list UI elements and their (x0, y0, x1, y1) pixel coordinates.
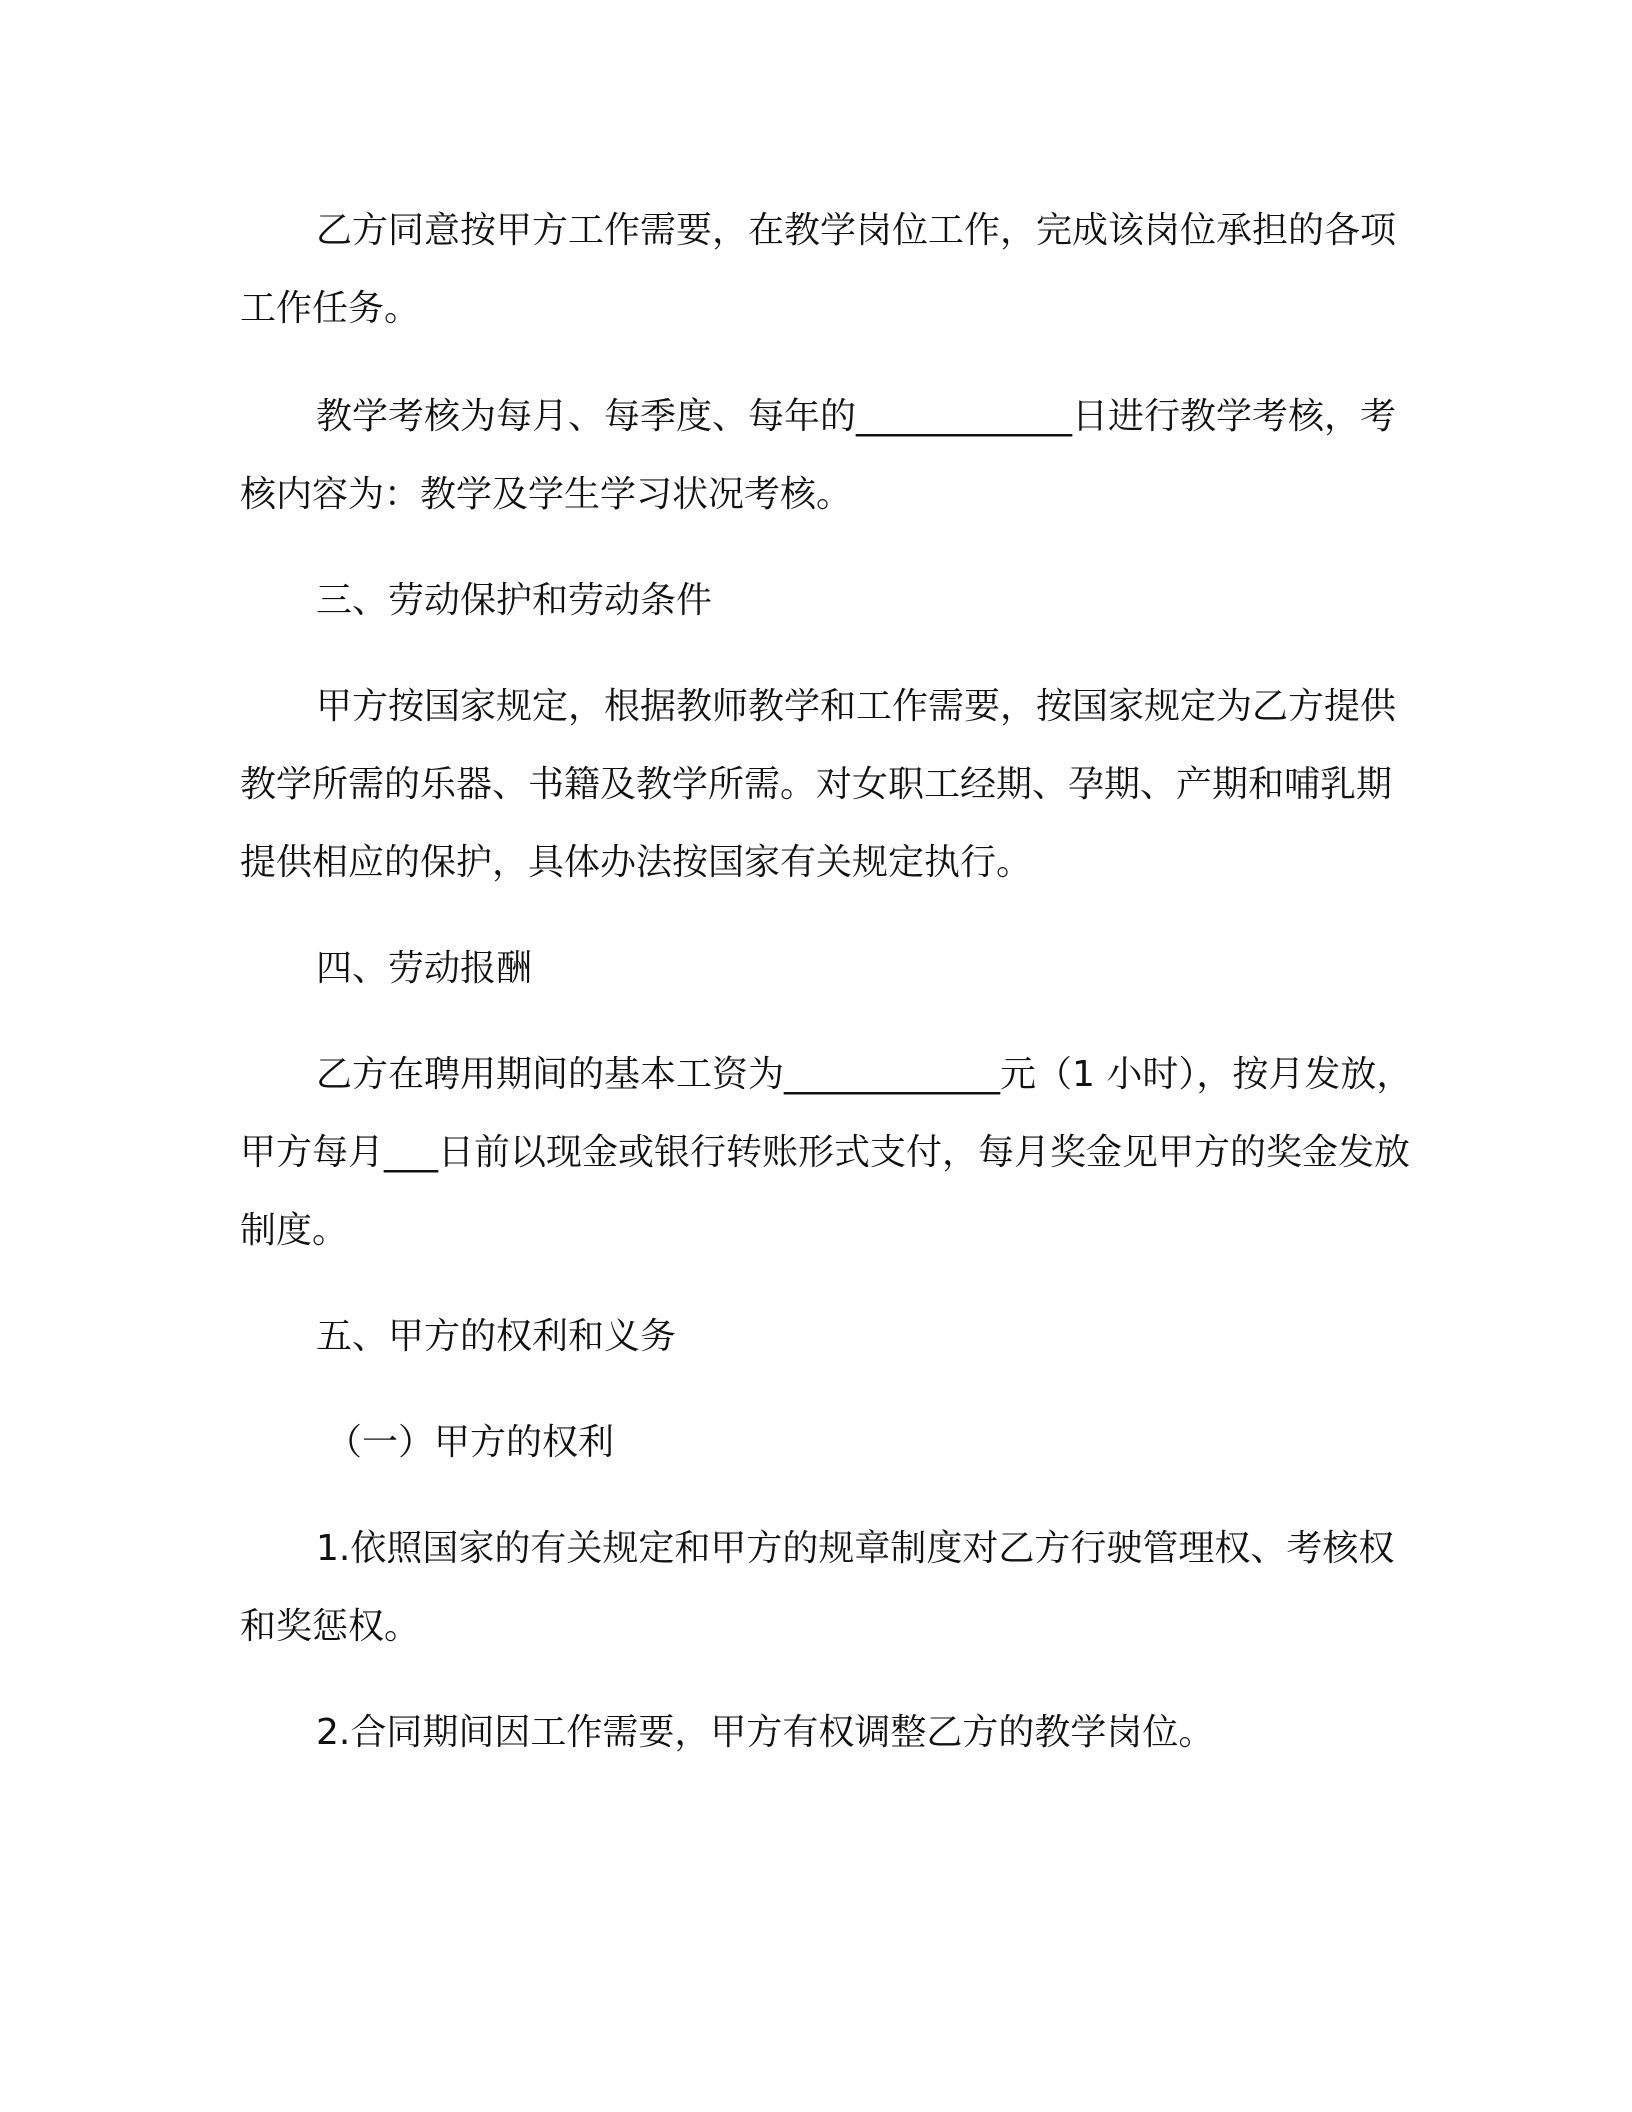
pay-day-blank: ___ (384, 1132, 439, 1173)
section-heading-labor-protection-text: 三、劳动保护和劳动条件 (316, 580, 713, 621)
assessment-text-before: 教学考核为每月、每季度、每年的 (316, 396, 857, 437)
remuneration-text-a: 乙方在聘用期间的基本工资为 (316, 1054, 785, 1095)
section-heading-party-a-rights-duties-text: 五、甲方的权利和义务 (316, 1316, 677, 1357)
subheading-party-a-rights (240, 1404, 1420, 1482)
paragraph-labor-protection-text: 甲方按国家规定，根据教师教学和工作需要，按国家规定为乙方提供教学所需的乐器、书籍及教学所需。对女职工经期、孕期、产期和哺乳期提供相应的保护，具体办法按国家有关规定执行。 (240, 686, 1397, 883)
remuneration-text-b: 元（1 小时），按月发放，甲方每月 (240, 1054, 1413, 1173)
list-item-adjust-position-text: 2.合同期间因工作需要，甲方有权调整乙方的教学岗位。 (316, 1712, 1215, 1753)
salary-blank: ____________ (784, 1054, 1001, 1095)
assessment-date-blank: ____________ (856, 396, 1073, 437)
assessment-text-after: 日进行教学考核，考核内容为：教学及学生学习状况考核。 (240, 396, 1397, 515)
document-body (240, 192, 1420, 1772)
paragraph-remuneration (240, 1036, 1420, 1270)
paragraph-work-duty-text: 乙方同意按甲方工作需要，在教学岗位工作，完成该岗位承担的各项工作任务。 (240, 210, 1397, 329)
list-item-adjust-position (240, 1694, 1420, 1772)
section-heading-party-a-rights-duties (240, 1298, 1420, 1376)
list-item-management-rights-text: 1.依照国家的有关规定和甲方的规章制度对乙方行驶管理权、考核权和奖惩权。 (240, 1528, 1395, 1647)
paragraph-work-duty (240, 192, 1420, 348)
subheading-party-a-rights-text: （一）甲方的权利 (326, 1422, 615, 1463)
list-item-management-rights (240, 1510, 1420, 1666)
section-heading-remuneration-text: 四、劳动报酬 (316, 948, 533, 989)
section-heading-labor-protection (240, 562, 1420, 640)
paragraph-labor-protection (240, 668, 1420, 902)
section-heading-remuneration (240, 930, 1420, 1008)
remuneration-text-c: 日前以现金或银行转账形式支付，每月奖金见甲方的奖金发放制度。 (240, 1132, 1411, 1251)
paragraph-teaching-assessment (240, 378, 1420, 534)
